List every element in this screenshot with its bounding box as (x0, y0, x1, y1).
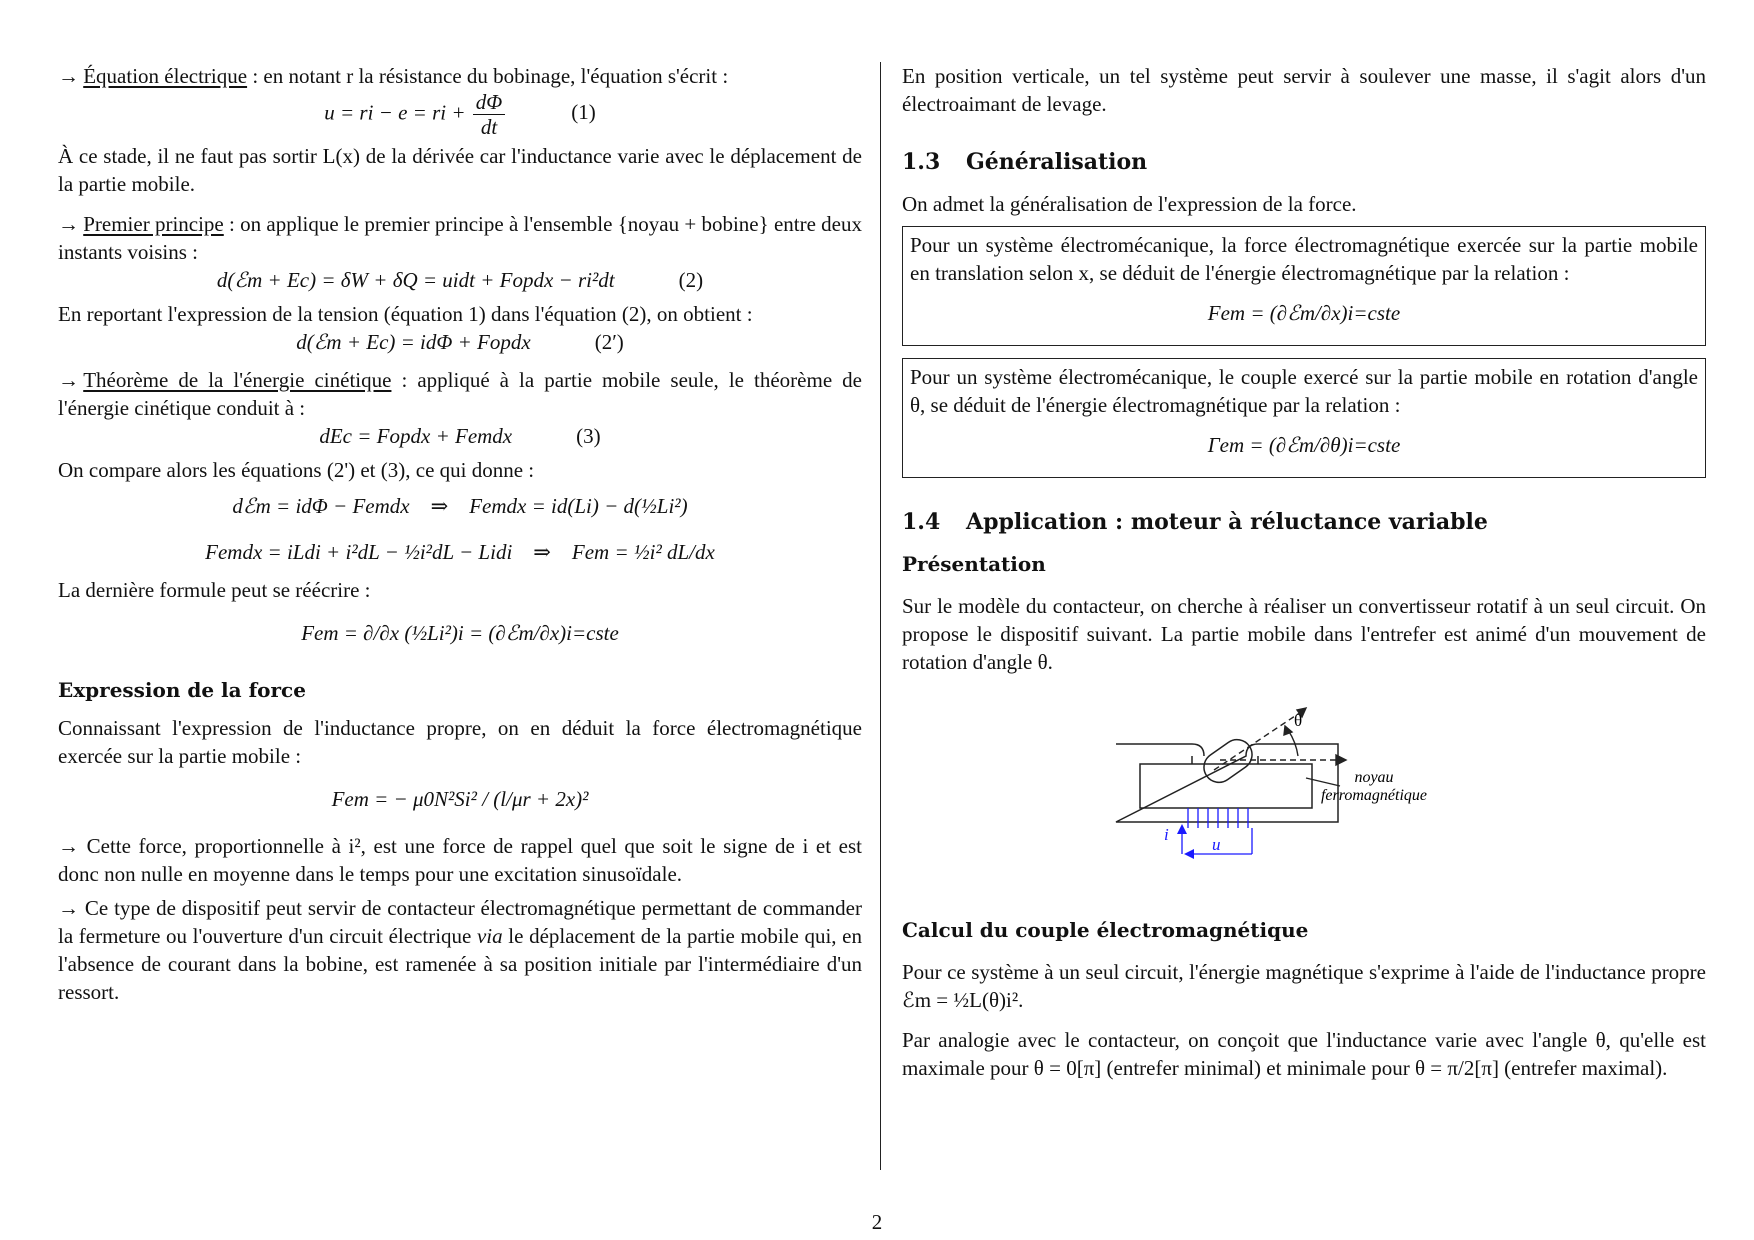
equation-4: dℰm = idΦ − Femdx ⇒ Femdx = id(Li) − d(½Li²) (232, 494, 688, 518)
equation-1-fraction: $\frac{d\Phi}{dt}$ (473, 90, 506, 139)
force-intro: Connaissant l'expression de l'inductance propre, on en déduit la force électromagnétique exercée sur la partie mobile : (58, 716, 862, 768)
magnetic-energy-text: Pour ce système à un seul circuit, l'énergie magnétique s'exprime à l'aide de l'inductance propre ℰm = ½L(θ)i². (902, 960, 1706, 1012)
right-column (902, 62, 1706, 1082)
force-expression-heading: Expression de la force (58, 678, 306, 702)
rotor-piece (1198, 734, 1258, 788)
inductance-variation-text: Par analogie avec le contacteur, on conçoit que l'inductance varie avec l'angle θ, qu'elle est maximale pour θ = 0[π] (entrefer minimal) et minimale pour θ = π/2[π] (entrefer maximal). (902, 1028, 1706, 1080)
force-definition-box (902, 226, 1706, 346)
contactor-text: → Ce type de dispositif peut servir de contacteur électromagnétique permettant de commander la fermeture ou l'ouverture d'un circuit électrique via le déplacement de la partie mobile qui, en l'absence de courant dans la bobine, est ramenée à sa position initiale par l'intermédiaire d'un ressort. (58, 896, 862, 1004)
torque-definition-text: Pour un système électromécanique, le couple exercé sur la partie mobile en rotation d'angle θ, se déduit de l'énergie électromagnétique par la relation : (910, 365, 1698, 417)
current-label: i (1164, 825, 1169, 844)
left-column (58, 62, 862, 1006)
page-number: 2 (871, 1210, 883, 1234)
force-definition-text: Pour un système électromécanique, la force électromagnétique exercée sur la partie mobile en translation selon x, se déduit de l'énergie électromagnétique par la relation : (910, 233, 1698, 285)
inductance-remark: À ce stade, il ne faut pas sortir L(x) de la dérivée car l'inductance varie avec le déplacement de la partie mobile. (58, 144, 862, 196)
reference-axis-arrowhead (1336, 755, 1346, 765)
torque-definition-equation: Γem = (∂ℰm/∂θ)i=cste (1207, 433, 1401, 457)
core-label-line2: ferromagnétique (1320, 787, 1428, 804)
presentation-text: Sur le modèle du contacteur, on cherche à réaliser un convertisseur rotatif à un seul circuit. On propose le dispositif suivant. La partie mobile dans l'entrefer est animé d'un mouvement de rotation d'angle θ. (902, 594, 1706, 674)
equation-3: dEc = Fopdx + Femdx (3) (319, 424, 601, 448)
first-principle-intro: → Premier principe : on applique le premier principe à l'ensemble {noyau + bobine} entre deux instants voisins : (58, 212, 863, 264)
electric-equation-intro: → Équation électrique : en notant r la résistance du bobinage, l'équation s'écrit : (58, 64, 729, 88)
core-inner-window (1140, 764, 1312, 808)
rewrite-text: La dernière formule peut se réécrire : (58, 578, 371, 602)
current-arrowhead (1177, 824, 1187, 834)
kinetic-energy-intro: → Théorème de la l'énergie cinétique : appliqué à la partie mobile seule, le théorème de l'énergie cinétique conduit à : (58, 368, 862, 420)
equation-2: d(ℰm + Ec) = δW + δQ = uidt + Fopdx − ri²dt (2) (216, 268, 704, 292)
section-1-3-heading: 1.3 Généralisation (902, 149, 1148, 175)
torque-definition-box (902, 358, 1706, 478)
rotated-axis (1214, 710, 1304, 770)
equation-1: u = ri − e = ri + $\frac{d\Phi}{dt}$ (1) (324, 90, 596, 139)
generalisation-intro: On admet la généralisation de l'expression de la force. (902, 192, 1357, 216)
section-1-4-heading: 1.4 Application : moteur à réluctance variable (902, 509, 1488, 535)
core-outer-outline (1116, 744, 1338, 822)
electric-equation-label: Équation électrique (83, 64, 248, 88)
reluctance-motor-figure (902, 682, 1706, 872)
theta-arc (1288, 730, 1298, 756)
presentation-heading: Présentation (902, 552, 1046, 576)
restoring-force-text: → Cette force, proportionnelle à i², est une force de rappel quel que soit le signe de i et est donc non nulle en moyenne dans le temps pour une excitation sinusoïdale. (58, 834, 862, 886)
equation-7: Fem = − μ0N²Si² / (l/μr + 2x)² (331, 787, 589, 811)
kinetic-energy-label: Théorème de la l'énergie cinétique (83, 368, 392, 392)
first-principle-label: Premier principe (83, 212, 224, 236)
core-label-leader (1306, 778, 1340, 786)
theta-label: θ (1294, 711, 1303, 730)
equation-2-prime: d(ℰm + Ec) = idΦ + Fopdx (2′) (296, 330, 624, 354)
column-divider (880, 62, 881, 1170)
comparison-text: On compare alors les équations (2') et (3), ce qui donne : (58, 458, 535, 482)
core-label-line1: noyau (1354, 769, 1394, 786)
lifting-electromagnet-text: En position verticale, un tel système peut servir à soulever une masse, il s'agit alors d'un électroaimant de levage. (902, 64, 1706, 116)
voltage-arrowhead (1184, 849, 1194, 859)
substitution-text: En reportant l'expression de la tension (équation 1) dans l'équation (2), on obtient : (58, 302, 753, 326)
torque-calculation-heading: Calcul du couple électromagnétique (902, 918, 1309, 942)
equation-5: Femdx = iLdi + i²dL − ½i²dL − Lidi ⇒ Fem = ½i² dL/dx (205, 540, 715, 564)
voltage-label: u (1212, 835, 1221, 854)
equation-6: Fem = ∂/∂x (½Li²)i = (∂ℰm/∂x)i=cste (301, 621, 619, 645)
force-definition-equation: Fem = (∂ℰm/∂x)i=cste (1207, 301, 1401, 325)
